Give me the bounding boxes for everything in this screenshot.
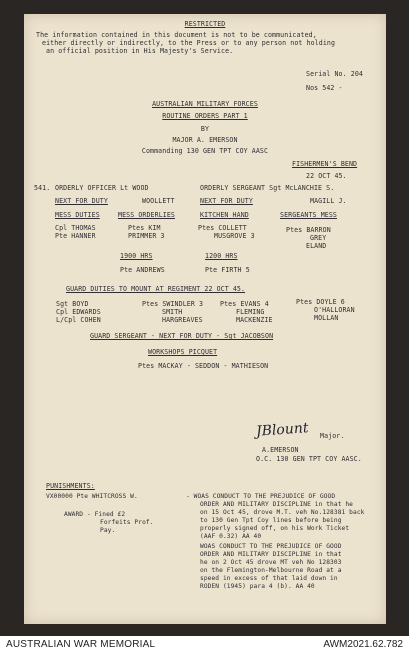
- time2-names: Pte FIRTH 5: [205, 266, 250, 274]
- guard-col4-2: O'HALLORAN: [314, 306, 355, 314]
- guard-col1-3: L/Cpl COHEN: [56, 316, 101, 324]
- mess-orderlies-name-2: PRIMMER 3: [128, 232, 165, 240]
- mess-duties-heading: MESS DUTIES: [55, 211, 100, 219]
- location: FISHERMEN'S BEND: [292, 160, 358, 168]
- orderly-sergeant: ORDERLY SERGEANT Sgt McLANCHIE S.: [200, 184, 335, 192]
- punishment-1-line-4: to 130 Gen Tpt Coy lines before being: [200, 517, 342, 524]
- punishment-1-line-6: (AAF 0.32) AA 40: [200, 533, 262, 540]
- item-number-541: 541.: [34, 184, 51, 192]
- time-heading-1: 1900 HRS: [120, 252, 153, 260]
- punishment-2-line-6: RODEN (1945) para 4 (b). AA 40: [200, 583, 315, 590]
- award-label: AWARD - Fined £2: [64, 511, 126, 518]
- kitchen-hand-heading: KITCHEN HAND: [200, 211, 249, 219]
- guard-col2-1: Ptes SWINDLER 3: [142, 300, 204, 308]
- punishment-2-line-3: he on 2 Oct 45 drove MT veh No 128303: [200, 559, 342, 566]
- archive-reference: AWM2021.62.782: [323, 639, 403, 650]
- mess-duties-name-2: Pte HANNER: [55, 232, 96, 240]
- punishment-1-line-2: ORDER AND MILITARY DISCIPLINE in that he: [200, 501, 354, 508]
- guard-col1-1: Sgt BOYD: [56, 300, 89, 308]
- guard-col3-3: MACKENZIE: [236, 316, 273, 324]
- guard-col3-2: FLEMING: [236, 308, 265, 316]
- punishment-1-line-5: properly signed off, on his Work Ticket: [200, 525, 350, 532]
- punishment-1-line-3: on 15 Oct 45, drove M.T. veh No.128381 back: [200, 509, 365, 516]
- serial-number: Serial No. 204: [306, 70, 363, 78]
- signature-position: O.C. 130 GEN TPT COY AASC.: [256, 455, 362, 463]
- by-label: BY: [200, 125, 210, 133]
- archive-footer: [0, 636, 409, 653]
- signature-name: A.EMERSON: [262, 446, 299, 454]
- sergeants-mess-name-1: Ptes BARRON: [286, 226, 331, 234]
- guard-duties-heading: GUARD DUTIES TO MOUNT AT REGIMENT 22 OCT 45.: [66, 285, 246, 293]
- next-for-duty-label-2: NEXT FOR DUTY: [200, 197, 253, 205]
- kitchen-name-2: MUSGROVE 3: [214, 232, 255, 240]
- document-date: 22 OCT 45.: [306, 172, 347, 180]
- punishment-2-line-5: speed in excess of that laid down in: [200, 575, 338, 582]
- command-line: Commanding 130 GEN TPT COY AASC: [141, 147, 269, 155]
- time-heading-2: 1200 HRS: [205, 252, 238, 260]
- orderly-officer: ORDERLY OFFICER Lt WOOD: [55, 184, 149, 192]
- punishment-2-line-1: WOAS CONDUCT TO THE PREJUDICE OF GOOD: [200, 543, 342, 550]
- guard-sergeant-next: GUARD SERGEANT - NEXT FOR DUTY - Sgt JACOBSON: [90, 332, 274, 340]
- guard-col3-1: Ptes EVANS 4: [220, 300, 269, 308]
- workshops-picquet-heading: WORKSHOPS PICQUET: [148, 348, 218, 356]
- punishment-2-line-4: on the Flemington-Melbourne Road at a: [200, 567, 342, 574]
- punishment-1-subject: VX00000 Pte WHITCROSS W.: [46, 493, 138, 500]
- award-line-1: Forfeits Prof.: [100, 519, 154, 526]
- signature-rank: Major.: [320, 432, 345, 440]
- next-duty-sergeant: MAGILL J.: [310, 197, 347, 205]
- guard-col2-2: SMITH: [162, 308, 183, 316]
- commanding-officer: MAJOR A. EMERSON: [172, 136, 238, 144]
- force-title: AUSTRALIAN MILITARY FORCES: [152, 100, 258, 108]
- sergeants-mess-heading: SERGEANTS MESS: [280, 211, 337, 219]
- guard-col4-1: Ptes DOYLE 6: [296, 298, 345, 306]
- mess-orderlies-heading: MESS ORDERLIES: [118, 211, 175, 219]
- guard-col4-3: MOLLAN: [314, 314, 339, 322]
- classification-heading: RESTRICTED: [184, 20, 226, 28]
- sergeants-mess-name-2: GREY: [310, 234, 327, 242]
- award-line-2: Pay.: [100, 527, 116, 534]
- punishments-heading: PUNISHMENTS:: [46, 482, 95, 490]
- orders-title: ROUTINE ORDERS PART 1: [162, 112, 248, 120]
- punishment-1-line-1: - WOAS CONDUCT TO THE PREJUDICE OF GOOD: [186, 493, 336, 500]
- sergeants-mess-name-3: ELAND: [306, 242, 327, 250]
- mess-orderlies-name-1: Ptes KIM: [128, 224, 161, 232]
- punishment-2-line-2: ORDER AND MILITARY DISCIPLINE in that: [200, 551, 342, 558]
- order-numbers: Nos 542 -: [306, 84, 343, 92]
- signature: JBlount: [255, 420, 309, 440]
- kitchen-name-1: Ptes COLLETT: [198, 224, 247, 232]
- security-notice-line-3: an official position in His Majesty's Service.: [46, 47, 234, 55]
- guard-col2-3: HARGREAVES: [162, 316, 203, 324]
- security-notice-line-2: either directly or indirectly, to the Press or to any person not holding: [42, 39, 336, 47]
- workshops-picquet-names: Ptes MACKAY - SEDDON - MATHIESON: [138, 362, 269, 370]
- security-notice-line-1: The information contained in this document is not to be communicated,: [36, 31, 317, 39]
- archive-name: AUSTRALIAN WAR MEMORIAL: [6, 639, 156, 650]
- mess-duties-name-1: Cpl THOMAS: [55, 224, 96, 232]
- next-duty-officer: WOOLLETT: [142, 197, 175, 205]
- next-for-duty-label: NEXT FOR DUTY: [55, 197, 108, 205]
- guard-col1-2: Cpl EDWARDS: [56, 308, 101, 316]
- time1-names: Pte ANDREWS: [120, 266, 165, 274]
